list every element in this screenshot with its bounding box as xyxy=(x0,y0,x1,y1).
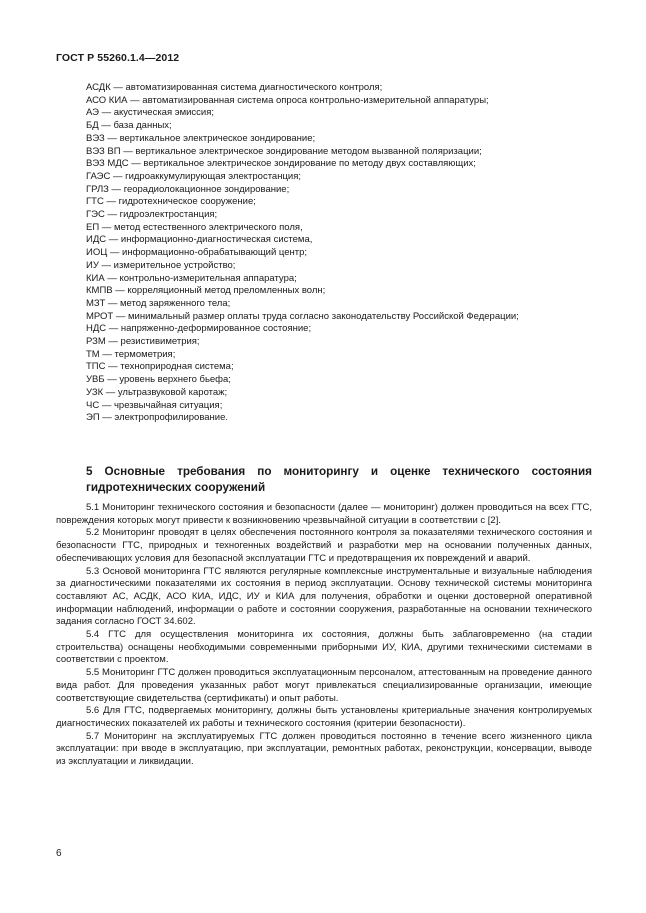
page-number: 6 xyxy=(56,848,62,859)
abbreviation-item: ВЭЗ — вертикальное электрическое зондирование; xyxy=(86,132,316,144)
abbreviation-item: ИДС — информационно-диагностическая система, xyxy=(86,234,313,246)
abbreviation-item: ЧС — чрезвычайная ситуация; xyxy=(86,399,223,411)
abbreviation-item: АСО КИА — автоматизированная система опроса контрольно-измерительной аппаратуры; xyxy=(86,94,489,106)
abbreviation-item: ВЭЗ ВП — вертикальное электрическое зондирование методом вызванной поляризации; xyxy=(86,145,482,157)
abbreviation-item: МЗТ — метод заряженного тела; xyxy=(86,297,231,309)
abbreviation-item: ТМ — термометрия; xyxy=(86,348,176,360)
abbreviation-item: ВЭЗ МДС — вертикальное электрическое зондирование по методу двух составляющих; xyxy=(86,158,476,170)
clause-paragraph: 5.4 ГТС для осуществления мониторинга их состояния, должны быть заблаговременно (на стадии строительства) оснащены необходимыми современными приборными ИУ, КИА, другими техническими системами в соответствии с проектом. xyxy=(56,629,592,666)
abbreviation-item: ЭП — электропрофилирование. xyxy=(86,412,229,424)
abbreviation-item: ГЭС — гидроэлектростанция; xyxy=(86,209,218,221)
clause-paragraph: 5.1 Мониторинг технического состояния и безопасности (далее — мониторинг) должен проводиться на всех ГТС, повреждения которых могут привести к возникновению чрезвычайной ситуации в соответствии с [2]. xyxy=(56,502,592,526)
abbreviation-item: АЭ — акустическая эмиссия; xyxy=(86,107,215,119)
abbreviation-item: УВБ — уровень верхнего бьефа; xyxy=(86,374,231,386)
abbreviation-item: МРОТ — минимальный размер оплаты труда согласно законодательству Российской Федерации; xyxy=(86,310,519,322)
abbreviation-item: УЗК — ультразвуковой каротаж; xyxy=(86,386,228,398)
abbreviation-item: ИОЦ — информационно-обрабатывающий центр; xyxy=(86,247,308,259)
section-body xyxy=(56,502,592,769)
clause-paragraph: 5.3 Основой мониторинга ГТС являются регулярные комплексные инструментальные и визуальные наблюдения за диагностическими показателями их состояния в период эксплуатации. Основу технической системы мониторинга составляют АС, АСДК, АСО КИА, ИДС, ИУ и КИА для получения, обработки и оценки достоверной оперативной информации наблюдений, информации о работе и состоянии сооружения, разработанные на основании технического задания согласно ГОСТ 34.602. xyxy=(56,565,592,628)
clause-paragraph: 5.7 Мониторинг на эксплуатируемых ГТС должен проводиться постоянно в течение всего жизненного цикла эксплуатации: при вводе в эксплуатацию, при эксплуатации, ремонтных работах, реконструкции, консервации, выводе из эксплуатации и ликвидации. xyxy=(56,730,592,768)
abbreviation-item: ГРЛЗ — георадиолокационное зондирование; xyxy=(86,183,290,195)
abbreviation-item: КИА — контрольно-измерительная аппаратура; xyxy=(86,272,297,284)
abbreviation-item: ГТС — гидротехническое сооружение; xyxy=(86,196,256,208)
abbreviation-item: НДС — напряженно-деформированное состояние; xyxy=(86,323,312,335)
abbreviation-item: АСДК — автоматизированная система диагностического контроля; xyxy=(86,82,383,93)
section-title: 5 Основные требования по мониторингу и оценке технического состояния гидротехнических сооружений xyxy=(86,465,592,494)
abbreviation-list xyxy=(86,82,606,425)
abbreviation-item: ТПС — техноприродная система; xyxy=(86,361,234,373)
document-code-header: ГОСТ Р 55260.1.4—2012 xyxy=(56,52,180,64)
abbreviation-item: ИУ — измерительное устройство; xyxy=(86,259,236,271)
abbreviation-item: КМПВ — корреляционный метод преломленных волн; xyxy=(86,285,326,297)
abbreviation-item: БД — база данных; xyxy=(86,120,172,132)
clause-paragraph: 5.5 Мониторинг ГТС должен проводиться эксплуатационным персоналом, аттестованным на проведение данного вида работ. Для проведения указанных работ могут привлекаться специализированные организации, имеющие соответствующие свидетельства (сертификаты) и опыт работы. xyxy=(56,667,592,704)
abbreviation-item: РЗМ — резистивиметрия; xyxy=(86,336,200,348)
abbreviation-item: ГАЭС — гидроаккумулирующая электростанция; xyxy=(86,170,301,182)
abbreviation-item: ЕП — метод естественного электрического поля, xyxy=(86,221,303,233)
clause-paragraph: 5.6 Для ГТС, подвергаемых мониторингу, должны быть установлены критериальные значения контролируемых диагностических показателей их работы и технического состояния (критерии безопасности). xyxy=(56,705,592,729)
clause-paragraph: 5.2 Мониторинг проводят в целях обеспечения постоянного контроля за показателями технического состояния и безопасности ГТС, природных и техногенных воздействий и разработки мер на основании полученных данных, обеспечивающих условия для безопасной эксплуатации ГТС и предотвращения их повреждений и аварий. xyxy=(56,527,592,564)
